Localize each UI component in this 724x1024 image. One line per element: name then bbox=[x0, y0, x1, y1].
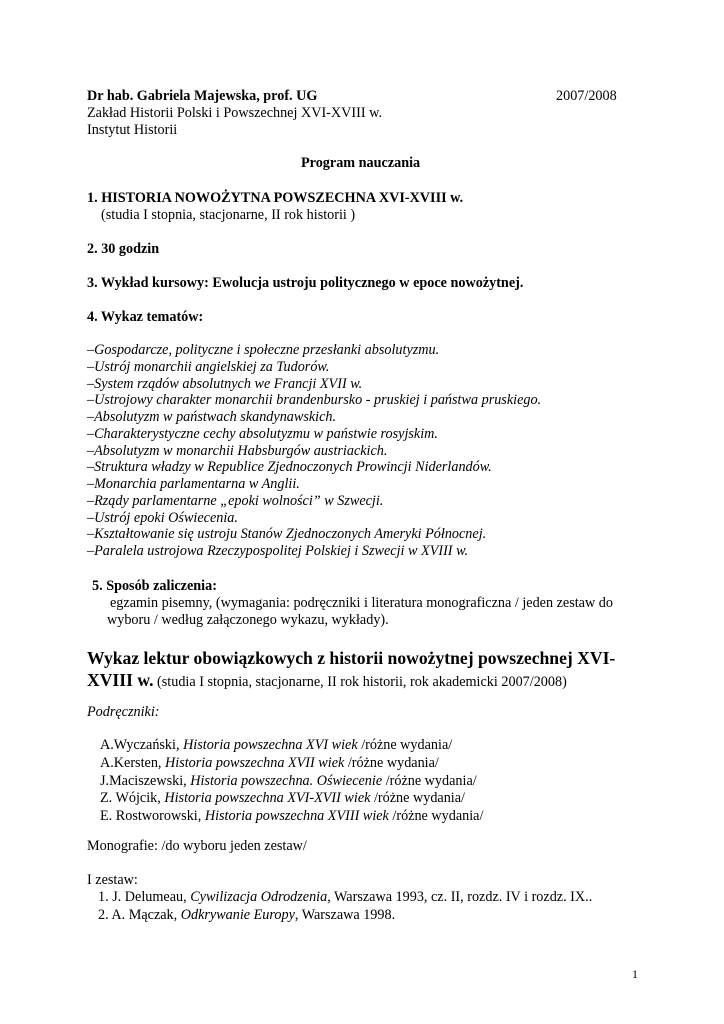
topic-item: –Struktura władzy w Republice Zjednoczonych Prowincji Niderlandów. bbox=[87, 459, 492, 476]
textbook-item: A.Kersten, Historia powszechna XVII wiek /różne wydania/ bbox=[100, 754, 439, 771]
topic-item: –System rządów absolutnych we Francji XVII w. bbox=[87, 375, 363, 392]
list-item: 1. J. Delumeau, Cywilizacja Odrodzenia, Warszawa 1993, cz. II, rozdz. IV i rozdz. IX.. bbox=[98, 889, 593, 905]
set-1-list bbox=[98, 888, 592, 924]
institute: Instytut Historii bbox=[87, 122, 178, 138]
section-1-subtitle: (studia I stopnia, stacjonarne, II rok historii ) bbox=[101, 207, 356, 223]
topic-item: –Monarchia parlamentarna w Anglii. bbox=[87, 476, 300, 492]
topic-item: –Absolutyzm w monarchii Habsburgów austriackich. bbox=[87, 442, 388, 459]
textbook-item: J.Maciszewski, Historia powszechna. Oświecenie /różne wydania/ bbox=[100, 772, 477, 789]
academic-year: 2007/2008 bbox=[556, 88, 617, 104]
author-name: Dr hab. Gabriela Majewska, prof. UG bbox=[87, 88, 318, 104]
set-1-label: I zestaw: bbox=[87, 872, 138, 888]
topic-item: –Kształtowanie się ustroju Stanów Zjednoczonych Ameryki Północnej. bbox=[87, 526, 487, 543]
textbook-item: Z. Wójcik, Historia powszechna XVI-XVII wiek /różne wydania/ bbox=[100, 790, 465, 807]
section-5-line-2: wyboru / według załączonego wykazu, wykłady). bbox=[107, 612, 389, 628]
topic-item: –Charakterystyczne cechy absolutyzmu w państwie rosyjskim. bbox=[87, 425, 438, 442]
topic-item: –Paralela ustrojowa Rzeczypospolitej Polskiej i Szwecji w XVIII w. bbox=[87, 543, 469, 559]
topic-item: –Ustrój monarchii angielskiej za Tudorów. bbox=[87, 358, 330, 375]
section-1-title: 1. HISTORIA NOWOŻYTNA POWSZECHNA XVI-XVIII w. bbox=[87, 190, 464, 206]
readings-title-line-1: Wykaz lektur obowiązkowych z historii nowożytnej powszechnej XVI- bbox=[87, 648, 616, 668]
section-3-title: 3. Wykład kursowy: Ewolucja ustroju politycznego w epoce nowożytnej. bbox=[87, 275, 524, 291]
textbook-item: E. Rostworowski, Historia powszechna XVIII wiek /różne wydania/ bbox=[100, 808, 484, 825]
topic-item: –Ustrojowy charakter monarchii brandenbursko - pruskiej i państwa pruskiego. bbox=[87, 392, 542, 409]
topic-item: –Gospodarcze, polityczne i społeczne przesłanki absolutyzmu. bbox=[87, 342, 440, 358]
section-5-title: 5. Sposób zaliczenia: bbox=[92, 578, 217, 594]
topic-item: –Rządy parlamentarne „epoki wolności” w Szwecji. bbox=[87, 492, 384, 509]
topic-item: –Ustrój epoki Oświecenia. bbox=[87, 509, 238, 526]
page-number: 1 bbox=[632, 967, 638, 981]
section-4-title: 4. Wykaz tematów: bbox=[87, 309, 204, 325]
topics-list bbox=[87, 342, 687, 560]
program-title: Program nauczania bbox=[301, 155, 421, 171]
textbook-item: A.Wyczański, Historia powszechna XVI wiek /różne wydania/ bbox=[100, 737, 453, 753]
readings-title-line-2: XVIII w. (studia I stopnia, stacjonarne, II rok historii, rok akademicki 2007/2008) bbox=[87, 670, 567, 690]
textbooks-label: Podręczniki: bbox=[87, 704, 160, 720]
topic-item: –Absolutyzm w państwach skandynawskich. bbox=[87, 409, 337, 425]
textbooks-list bbox=[100, 737, 483, 826]
section-5-line-1: egzamin pisemny, (wymagania: podręczniki i literatura monograficzna / jeden zestaw do bbox=[110, 595, 613, 611]
section-2-title: 2. 30 godzin bbox=[87, 241, 160, 257]
list-item: 2. A. Mączak, Odkrywanie Europy, Warszawa 1998. bbox=[98, 907, 396, 923]
monographs-label: Monografie: /do wyboru jeden zestaw/ bbox=[87, 838, 307, 854]
department: Zakład Historii Polski i Powszechnej XVI-XVIII w. bbox=[87, 105, 382, 121]
